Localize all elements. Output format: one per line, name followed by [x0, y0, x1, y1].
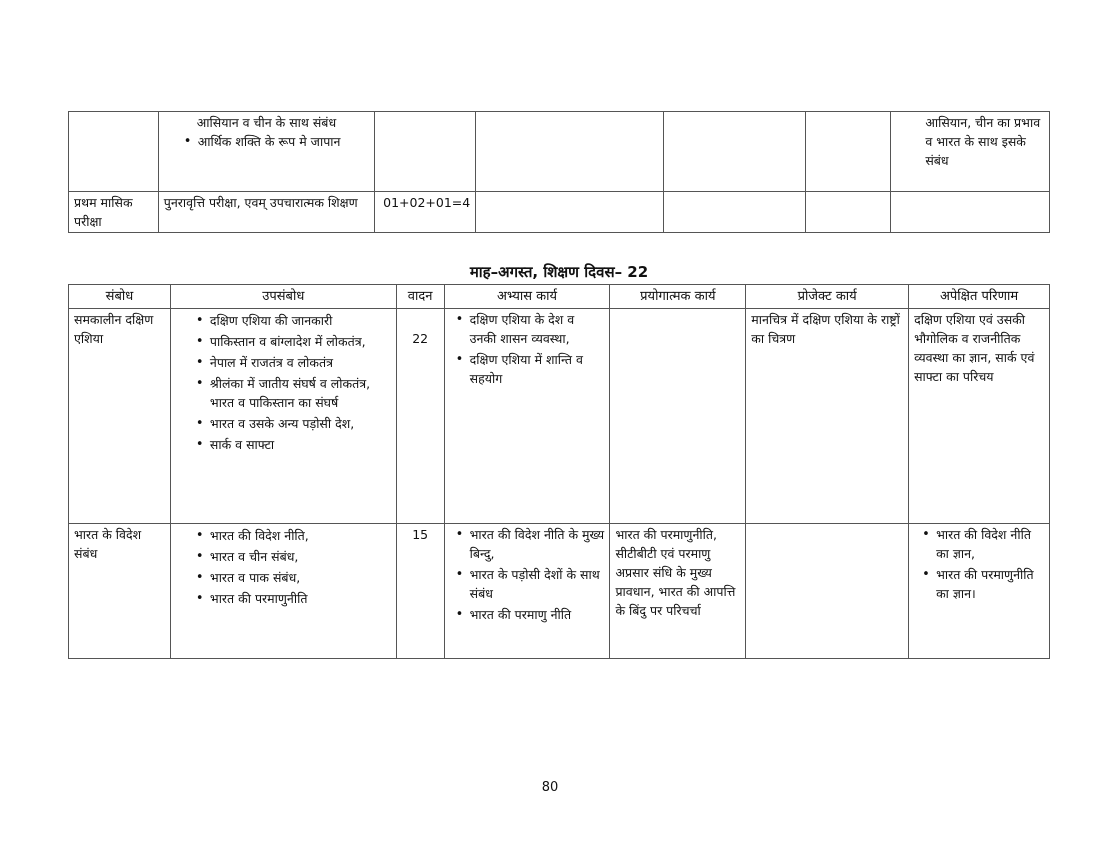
list-item: • भारत व पाक संबंध,: [196, 568, 391, 587]
practice-cell: [444, 524, 610, 659]
list-item: • नेपाल में राजतंत्र व लोकतंत्र: [196, 353, 391, 372]
list-item: • पाकिस्तान व बांग्लादेश में लोकतंत्र,: [196, 332, 391, 351]
list-item: • भारत की परमाणु नीति: [456, 605, 605, 624]
outcome-cell: [909, 524, 1050, 659]
subconcept-cell: [170, 309, 396, 524]
list-item: • भारत की विदेश नीति का ज्ञान,: [922, 525, 1044, 563]
list-item: • दक्षिण एशिया में शान्ति व सहयोग: [456, 350, 605, 388]
practical-cell: भारत की परमाणुनीति, सीटीबीटी एवं परमाणु अप्रसार संधि के मुख्य प्रावधान, भारत की आपत्ति के बिंदु पर परिचर्चा: [610, 524, 746, 659]
cell-text: आसियान व चीन के साथ संबंध: [196, 115, 337, 130]
table-cell: [664, 112, 805, 192]
list-item: • आर्थिक शक्ति के रूप मे जापान: [184, 132, 369, 151]
list-item: • भारत व चीन संबंध,: [196, 547, 391, 566]
project-cell: मानचित्र में दक्षिण एशिया के राष्ट्रों का चित्रण: [746, 309, 909, 524]
table-row: [69, 524, 1050, 659]
practical-cell: [610, 309, 746, 524]
project-cell: [746, 524, 909, 659]
header-subconcept: उपसंबोध: [170, 285, 396, 309]
concept-cell: भारत के विदेश संबंध: [69, 524, 171, 659]
continuation-table: [68, 111, 1050, 233]
list-item: • भारत की परमाणुनीति: [196, 589, 391, 608]
table-cell: प्रथम मासिक परीक्षा: [69, 192, 159, 233]
bullet-list: [164, 132, 369, 151]
table-cell: [476, 192, 664, 233]
list-item: • भारत की विदेश नीति के मुख्य बिन्दु,: [456, 525, 605, 563]
outcome-cell: दक्षिण एशिया एवं उसकी भौगोलिक व राजनीतिक व्यवस्था का ज्ञान, सार्क एवं साफ्टा का परिचय: [909, 309, 1050, 524]
table-cell: [891, 192, 1050, 233]
table-row: [69, 192, 1050, 233]
table-cell: [158, 112, 374, 192]
bullet-list: [914, 525, 1044, 603]
list-item: • भारत की परमाणुनीति का ज्ञान।: [922, 565, 1044, 603]
periods-cell: 22: [396, 309, 444, 524]
list-item: • श्रीलंका में जातीय संघर्ष व लोकतंत्र, भारत व पाकिस्तान का संघर्ष: [196, 374, 391, 412]
list-item: • दक्षिण एशिया की जानकारी: [196, 311, 391, 330]
table-cell: 01+02+01=4: [375, 192, 476, 233]
list-item: • भारत के पड़ोसी देशों के साथ संबंध: [456, 565, 605, 603]
header-practice: अभ्यास कार्य: [444, 285, 610, 309]
table-cell: पुनरावृत्ति परीक्षा, एवम् उपचारात्मक शिक्षण: [158, 192, 374, 233]
table-cell: [805, 112, 891, 192]
list-item: • दक्षिण एशिया के देश व उनकी शासन व्यवस्था,: [456, 310, 605, 348]
table-cell: [69, 112, 159, 192]
curriculum-table: [68, 284, 1050, 659]
header-periods: वादन: [396, 285, 444, 309]
practice-cell: [444, 309, 610, 524]
bullet-list: [450, 525, 605, 624]
table-cell: [664, 192, 805, 233]
header-project: प्रोजेक्ट कार्य: [746, 285, 909, 309]
table-row: [69, 112, 1050, 192]
periods-cell: 15: [396, 524, 444, 659]
table-cell: [476, 112, 664, 192]
header-practical: प्रयोगात्मक कार्य: [610, 285, 746, 309]
table-cell: आसियान, चीन का प्रभाव व भारत के साथ इसके संबंध: [891, 112, 1050, 192]
bullet-list: [176, 311, 391, 454]
list-item: • भारत व उसके अन्य पड़ोसी देश,: [196, 414, 391, 433]
page-number: 80: [541, 780, 559, 795]
concept-cell: समकालीन दक्षिण एशिया: [69, 309, 171, 524]
bullet-list: [450, 310, 605, 388]
list-item: • सार्क व साफ्टा: [196, 435, 391, 454]
list-item: • भारत की विदेश नीति,: [196, 526, 391, 545]
table-row: [69, 309, 1050, 524]
subconcept-cell: [170, 524, 396, 659]
bullet-list: [176, 526, 391, 608]
table-header-row: [69, 285, 1050, 309]
header-outcome: अपेक्षित परिणाम: [909, 285, 1050, 309]
table-cell: [805, 192, 891, 233]
table-cell: [375, 112, 476, 192]
section-title: माह–अगस्त, शिक्षण दिवस– 22: [469, 263, 649, 281]
header-concept: संबोध: [69, 285, 171, 309]
